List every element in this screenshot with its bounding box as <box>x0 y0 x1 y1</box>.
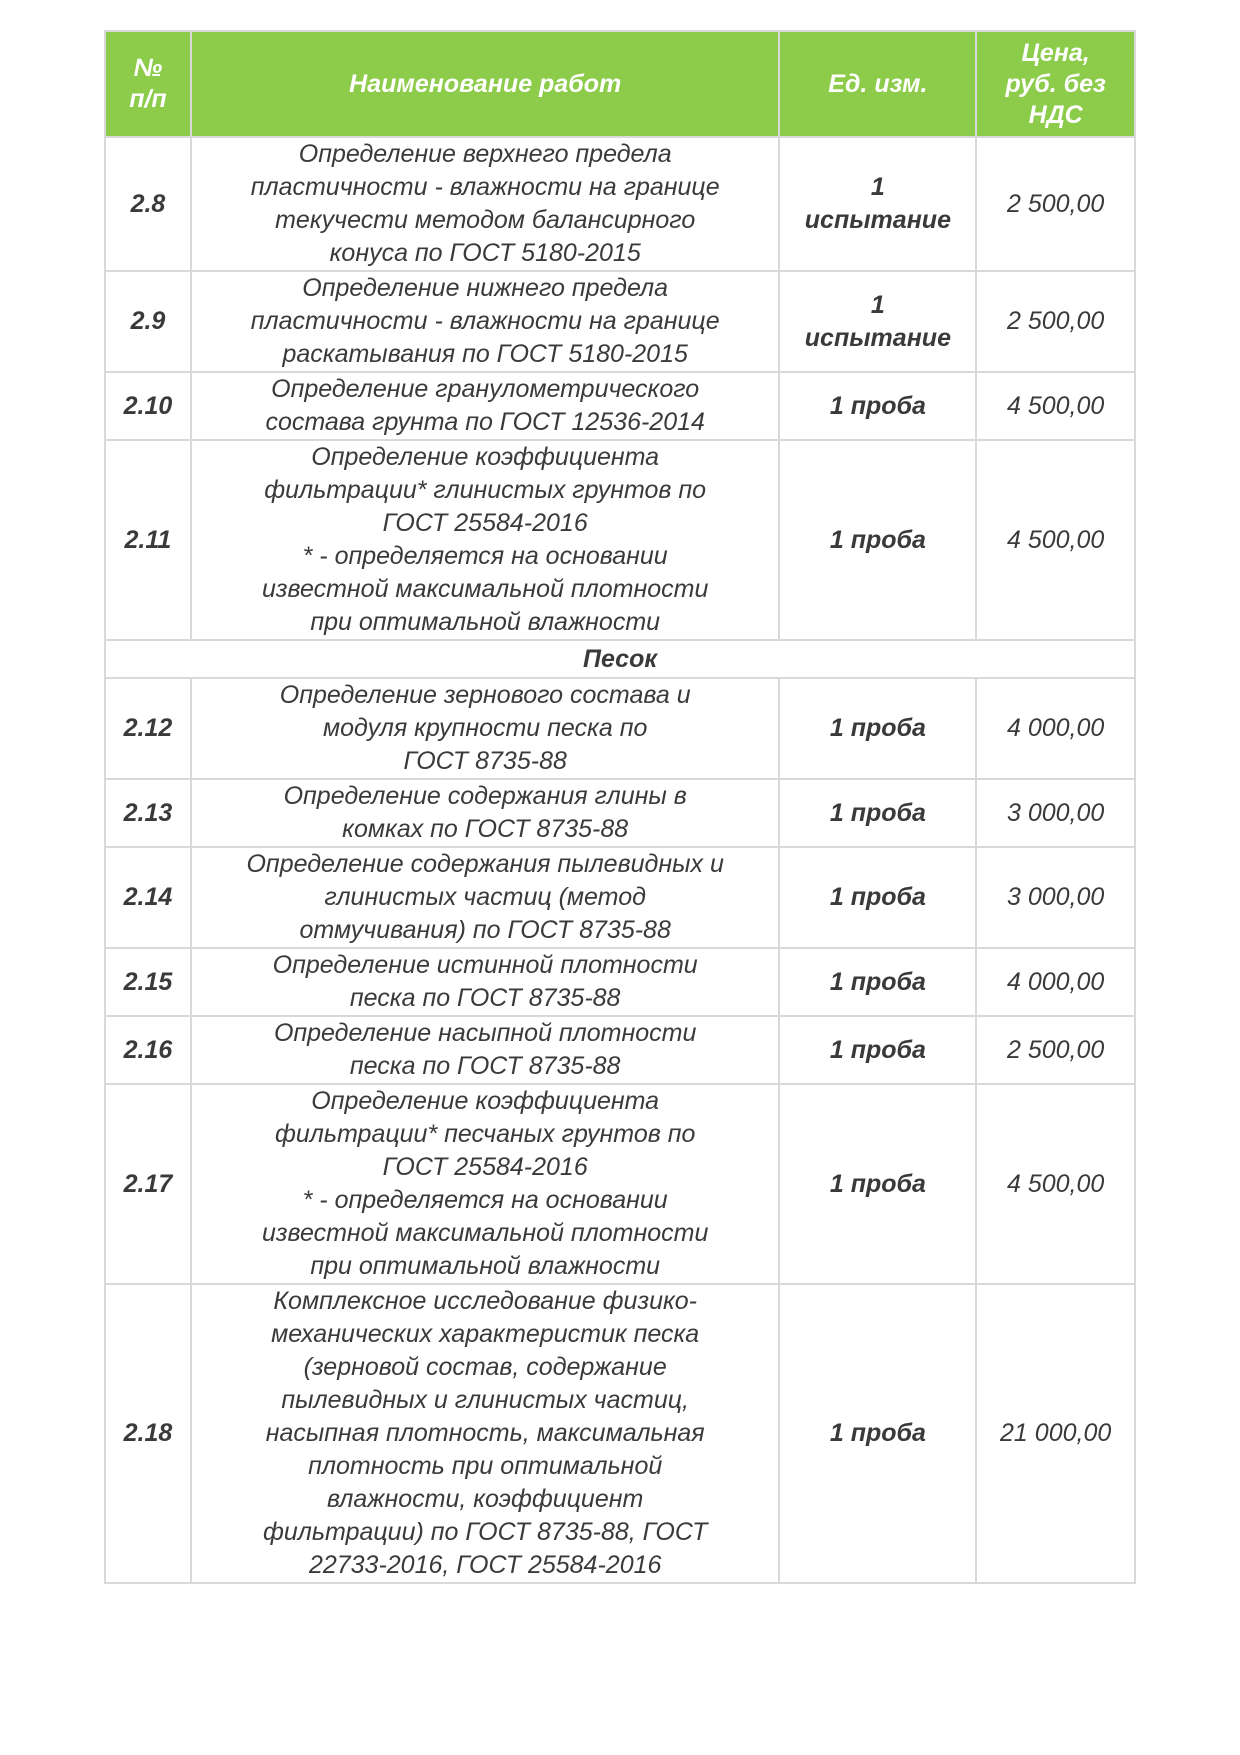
price-value: 4 500,00 <box>976 440 1135 640</box>
work-name-line: Определение коэффициента <box>311 1087 660 1115</box>
unit-of-measure <box>779 847 976 948</box>
table-row <box>105 948 1135 1016</box>
header-price <box>976 31 1135 137</box>
work-name-line: влажности, коэффициент <box>327 1485 644 1513</box>
work-name-line: Определение истинной плотности <box>272 951 698 979</box>
work-name-line: ГОСТ 25584-2016 <box>382 509 588 537</box>
unit-of-measure <box>779 271 976 372</box>
price-value: 21 000,00 <box>976 1284 1135 1583</box>
unit-line: 1 <box>870 290 885 319</box>
price-value: 3 000,00 <box>976 847 1135 948</box>
unit-line: 1 проба <box>829 525 926 554</box>
row-number: 2.13 <box>105 779 191 847</box>
work-name <box>191 948 780 1016</box>
unit-line: 1 <box>870 173 885 201</box>
header-price-line: НДС <box>1028 100 1083 129</box>
row-number: 2.14 <box>105 847 191 948</box>
work-name-line: Определение содержания пылевидных и <box>246 850 724 878</box>
row-number: 2.12 <box>105 678 191 779</box>
work-name-line: (зерновой состав, содержание <box>303 1353 667 1381</box>
unit-of-measure <box>779 779 976 847</box>
work-name <box>191 779 780 847</box>
work-name-line: Комплексное исследование физико- <box>273 1287 698 1315</box>
table-row <box>105 372 1135 440</box>
work-name-line: известной максимальной плотности <box>261 1219 709 1247</box>
unit-line: 1 проба <box>829 1035 926 1064</box>
table-row <box>105 678 1135 779</box>
work-name-line: * - определяется на основании <box>302 542 668 570</box>
row-number: 2.11 <box>105 440 191 640</box>
work-name-line: пластичности - влажности на границе <box>250 173 720 201</box>
table-header <box>105 31 1135 137</box>
work-name-line: плотность при оптимальной <box>308 1452 663 1480</box>
work-name-line: фильтрации* глинистых грунтов по <box>264 476 707 504</box>
price-value: 2 500,00 <box>976 1016 1135 1084</box>
work-name-line: раскатывания по ГОСТ 5180-2015 <box>282 340 688 368</box>
work-name-line: при оптимальной влажности <box>310 608 661 636</box>
price-value: 4 000,00 <box>976 948 1135 1016</box>
work-name-line: состава грунта по ГОСТ 12536-2014 <box>265 408 705 436</box>
unit-line: 1 проба <box>829 967 926 996</box>
header-num-line: № <box>133 54 163 82</box>
table-row <box>105 137 1135 271</box>
work-name-line: конуса по ГОСТ 5180-2015 <box>329 239 641 267</box>
work-name-line: известной максимальной плотности <box>261 575 709 603</box>
price-value: 2 500,00 <box>976 271 1135 372</box>
table-row <box>105 1016 1135 1084</box>
unit-of-measure <box>779 440 976 640</box>
header-num-line: п/п <box>129 85 167 113</box>
work-name <box>191 678 780 779</box>
unit-line: 1 проба <box>829 798 926 827</box>
table-row <box>105 440 1135 640</box>
price-value: 2 500,00 <box>976 137 1135 271</box>
work-name-line: текучести методом балансирного <box>275 206 696 234</box>
header-row <box>105 31 1135 137</box>
work-name <box>191 1284 780 1583</box>
unit-line: испытание <box>804 206 951 234</box>
work-name-line: Определение гранулометрического <box>271 375 700 403</box>
row-number: 2.8 <box>105 137 191 271</box>
table-row <box>105 1284 1135 1583</box>
work-name-line: фильтрации* песчаных грунтов по <box>274 1120 696 1148</box>
work-name-line: * - определяется на основании <box>302 1186 668 1214</box>
work-name-line: комках по ГОСТ 8735-88 <box>342 815 629 843</box>
table-row <box>105 779 1135 847</box>
work-name <box>191 440 780 640</box>
unit-line: 1 проба <box>829 1169 926 1198</box>
unit-of-measure <box>779 372 976 440</box>
work-name-line: ГОСТ 25584-2016 <box>382 1153 588 1181</box>
row-number: 2.16 <box>105 1016 191 1084</box>
unit-of-measure <box>779 678 976 779</box>
price-value: 4 000,00 <box>976 678 1135 779</box>
work-name-line: при оптимальной влажности <box>310 1252 661 1280</box>
unit-line: 1 проба <box>829 883 926 911</box>
work-name-line: модуля крупности песка по <box>322 714 648 742</box>
row-number: 2.17 <box>105 1084 191 1284</box>
work-name-line: пылевидных и глинистых частиц, <box>281 1386 689 1414</box>
row-number: 2.18 <box>105 1284 191 1583</box>
unit-of-measure <box>779 1284 976 1583</box>
work-name <box>191 137 780 271</box>
work-name-line: механических характеристик песка <box>271 1320 700 1348</box>
row-number: 2.9 <box>105 271 191 372</box>
row-number: 2.10 <box>105 372 191 440</box>
work-name-line: глинистых частиц (метод <box>324 883 646 911</box>
work-name-line: фильтрации) по ГОСТ 8735-88, ГОСТ <box>262 1518 708 1546</box>
price-value: 4 500,00 <box>976 372 1135 440</box>
section-title: Песок <box>105 640 1135 678</box>
table-row <box>105 1084 1135 1284</box>
row-number: 2.15 <box>105 948 191 1016</box>
unit-line: испытание <box>804 323 951 352</box>
unit-of-measure <box>779 137 976 271</box>
work-name-line: Определение зернового состава и <box>279 681 691 709</box>
table-row <box>105 847 1135 948</box>
section-row <box>105 640 1135 678</box>
unit-line: 1 проба <box>829 1419 926 1447</box>
table-row <box>105 271 1135 372</box>
work-name <box>191 372 780 440</box>
work-name <box>191 847 780 948</box>
unit-of-measure <box>779 948 976 1016</box>
unit-of-measure <box>779 1016 976 1084</box>
header-name: Наименование работ <box>191 31 780 137</box>
table-body <box>105 137 1135 1583</box>
work-name <box>191 271 780 372</box>
work-name-line: Определение верхнего предела <box>298 140 672 168</box>
header-price-line: Цена, <box>1021 38 1090 67</box>
work-name-line: отмучивания) по ГОСТ 8735-88 <box>299 916 671 944</box>
work-name-line: Определение нижнего предела <box>302 274 669 302</box>
work-name <box>191 1016 780 1084</box>
work-name-line: Определение коэффициента <box>311 443 660 471</box>
price-value: 3 000,00 <box>976 779 1135 847</box>
header-price-line: руб. без <box>1005 69 1106 98</box>
work-name-line: 22733-2016, ГОСТ 25584-2016 <box>308 1551 662 1579</box>
unit-line: 1 проба <box>829 391 926 420</box>
work-name-line: насыпная плотность, максимальная <box>265 1419 705 1447</box>
work-name-line: Определение содержания глины в <box>283 782 687 810</box>
work-name <box>191 1084 780 1284</box>
header-unit: Ед. изм. <box>779 31 976 137</box>
header-num <box>105 31 191 137</box>
unit-of-measure <box>779 1084 976 1284</box>
unit-line: 1 проба <box>829 714 926 742</box>
work-name-line: песка по ГОСТ 8735-88 <box>349 984 621 1012</box>
work-name-line: ГОСТ 8735-88 <box>403 747 567 775</box>
work-name-line: песка по ГОСТ 8735-88 <box>349 1052 621 1080</box>
price-value: 4 500,00 <box>976 1084 1135 1284</box>
price-table <box>104 30 1136 1584</box>
work-name-line: Определение насыпной плотности <box>273 1019 697 1047</box>
work-name-line: пластичности - влажности на границе <box>250 307 720 335</box>
